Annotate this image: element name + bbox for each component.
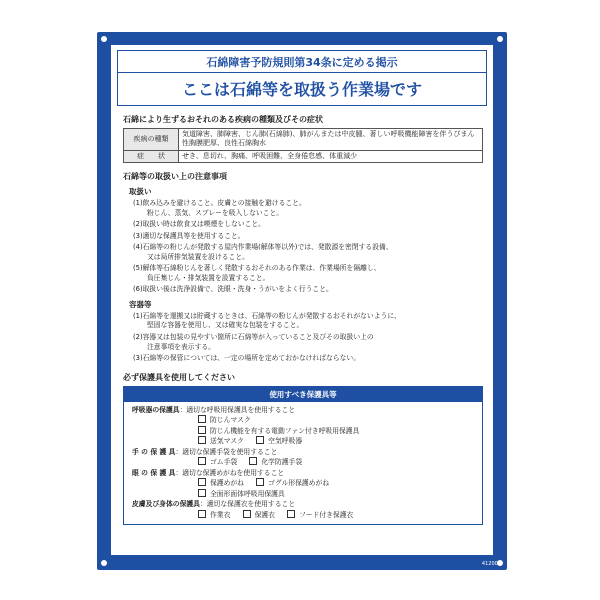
option-label: 防じん機能を有する電動ファン付き呼吸用保護具 <box>210 426 360 435</box>
list-item: (3)石綿等の保管については、一定の場所を定めておかなければならない。 <box>133 354 360 363</box>
option-label: 全面形面体呼吸用保護具 <box>210 489 285 498</box>
option-label: 空気呼吸器 <box>268 437 303 446</box>
sign-title: ここは石綿等を取扱う作業場です <box>181 80 422 99</box>
list-item: (2)取扱い時は飲食又は喫煙をしないこと。 <box>133 220 265 229</box>
category-name: 皮膚及び身体の保護具 <box>132 500 200 509</box>
table-row <box>124 150 483 162</box>
checkbox-icon[interactable] <box>256 436 264 444</box>
option-row <box>198 457 476 468</box>
category-desc: ：適切な呼吸用保護具を使用すること <box>179 405 296 414</box>
symptom-text: せき、息切れ、胸痛、呼吸困難、全身倦怠感、体重減少 <box>179 150 483 162</box>
symptom-label: 症 状 <box>124 150 179 162</box>
eye-category <box>132 468 476 479</box>
option-label: 化学防護手袋 <box>261 458 303 467</box>
sign-header <box>117 50 487 106</box>
checkbox-icon[interactable] <box>198 415 206 423</box>
protective-section-title: 必ず保護具を使用してください <box>123 372 235 382</box>
protective-box-title: 使用すべき保護具等 <box>124 387 482 402</box>
list-item: (5)解体等石綿粉じんを著しく発散するおそれのある作業は、作業場所を隔離し、 負圧集じん・排気装置を設置すること。 <box>133 264 381 282</box>
table-row <box>124 129 483 151</box>
category-desc: ：適切な保護手袋を使用すること <box>175 447 278 456</box>
option-label: フード付き保護衣 <box>299 510 354 519</box>
screw-hole-icon <box>101 560 107 566</box>
hand-category <box>132 447 476 458</box>
checkbox-option[interactable] <box>198 510 230 521</box>
sign-content <box>111 114 493 525</box>
checkbox-option[interactable] <box>243 510 275 521</box>
option-label: 作業衣 <box>210 510 231 519</box>
checkbox-icon[interactable] <box>198 489 206 497</box>
option-row <box>198 415 476 426</box>
option-row <box>198 436 476 447</box>
checkbox-option[interactable] <box>198 457 237 468</box>
checkbox-option[interactable] <box>256 436 302 447</box>
option-label: 保護めがね <box>210 479 244 488</box>
product-code: 412006 <box>481 561 501 567</box>
checkbox-icon[interactable] <box>198 426 206 434</box>
disease-type-label: 疾病の種類 <box>124 129 179 151</box>
list-item: (1)石綿等を運搬又は貯蔵するときは、石綿等の粉じんが発散するおそれがないように、 堅固な容器を使用し、又は確実な包装をすること。 <box>133 311 401 330</box>
category-name: 呼吸器の保護具 <box>132 405 180 414</box>
option-label: ゴグル形保護めがね <box>268 479 330 488</box>
protective-box-body <box>124 402 482 525</box>
protective-box <box>123 386 483 526</box>
option-label: 防じんマスク <box>210 416 251 425</box>
option-label: ゴム手袋 <box>210 458 238 467</box>
option-row <box>198 489 476 500</box>
checkbox-icon[interactable] <box>198 510 206 518</box>
list-item: (1)飲み込みを避けること。皮膚との接触を避けること。 粉じん、蒸気、スプレーを吸入しないこと。 <box>133 199 306 217</box>
option-row <box>198 426 476 437</box>
sign-subtitle: 石綿障害予防規則第34条に定める掲示 <box>118 51 486 73</box>
option-label: 保護衣 <box>254 510 275 519</box>
handling-subtitle: 取扱い <box>129 187 152 197</box>
checkbox-option[interactable] <box>198 478 244 489</box>
option-row <box>198 510 476 521</box>
disease-section-title: 石綿により生ずるおそれのある疾病の種類及びその症状 <box>123 115 323 124</box>
option-row <box>198 478 476 489</box>
body-category <box>132 499 476 510</box>
disease-table <box>123 128 483 163</box>
respiratory-category <box>132 405 476 416</box>
checkbox-option[interactable] <box>198 489 285 500</box>
sign-panel <box>111 45 493 555</box>
container-subtitle: 容器等 <box>129 299 152 309</box>
list-item: (3)適切な保護具等を使用すること。 <box>133 231 245 240</box>
list-item: (4)石綿等の粉じんが発散する屋内作業場(解体等以外)では、発散源を密閉する設備、 又は局所排気装置を設けること。 <box>133 243 393 261</box>
checkbox-icon[interactable] <box>287 510 295 518</box>
option-label: 送気マスク <box>210 437 244 446</box>
checkbox-option[interactable] <box>198 415 251 426</box>
checkbox-icon[interactable] <box>198 457 206 465</box>
handling-section-title: 石綿等の取扱い上の注意事項 <box>123 172 227 182</box>
screw-hole-icon <box>101 36 107 42</box>
checkbox-option[interactable] <box>256 478 329 489</box>
category-name: 手 の 保 護 具 <box>132 447 176 456</box>
checkbox-icon[interactable] <box>198 478 206 486</box>
checkbox-option[interactable] <box>287 510 353 521</box>
screw-hole-icon <box>497 36 503 42</box>
list-item: (2)容器又は包装の見やすい箇所に石綿等が入っていること及びその取扱い上の 注意事項を表示する。 <box>133 332 374 351</box>
list-item: (6)取扱い後は洗浄設備で、洗眼・洗身・うがいをよく行うこと。 <box>133 285 333 294</box>
checkbox-icon[interactable] <box>198 436 206 444</box>
category-desc: ：適切な保護衣を使用すること <box>199 500 296 509</box>
disease-type-text: 気道障害、肺障害、じん肺(石綿肺)、肺がんまたは中皮腫、著しい呼吸機能障害を伴うびまん性胸膜肥厚、良性石綿胸水 <box>179 129 483 151</box>
checkbox-icon[interactable] <box>256 478 264 486</box>
asbestos-sign <box>97 32 507 570</box>
checkbox-icon[interactable] <box>249 457 257 465</box>
category-name: 眼 の 保 護 具 <box>132 468 176 477</box>
checkbox-option[interactable] <box>198 436 244 447</box>
checkbox-icon[interactable] <box>243 510 251 518</box>
category-desc: ：適切な保護めがねを使用すること <box>175 468 285 477</box>
checkbox-option[interactable] <box>249 457 302 468</box>
checkbox-option[interactable] <box>198 426 359 437</box>
